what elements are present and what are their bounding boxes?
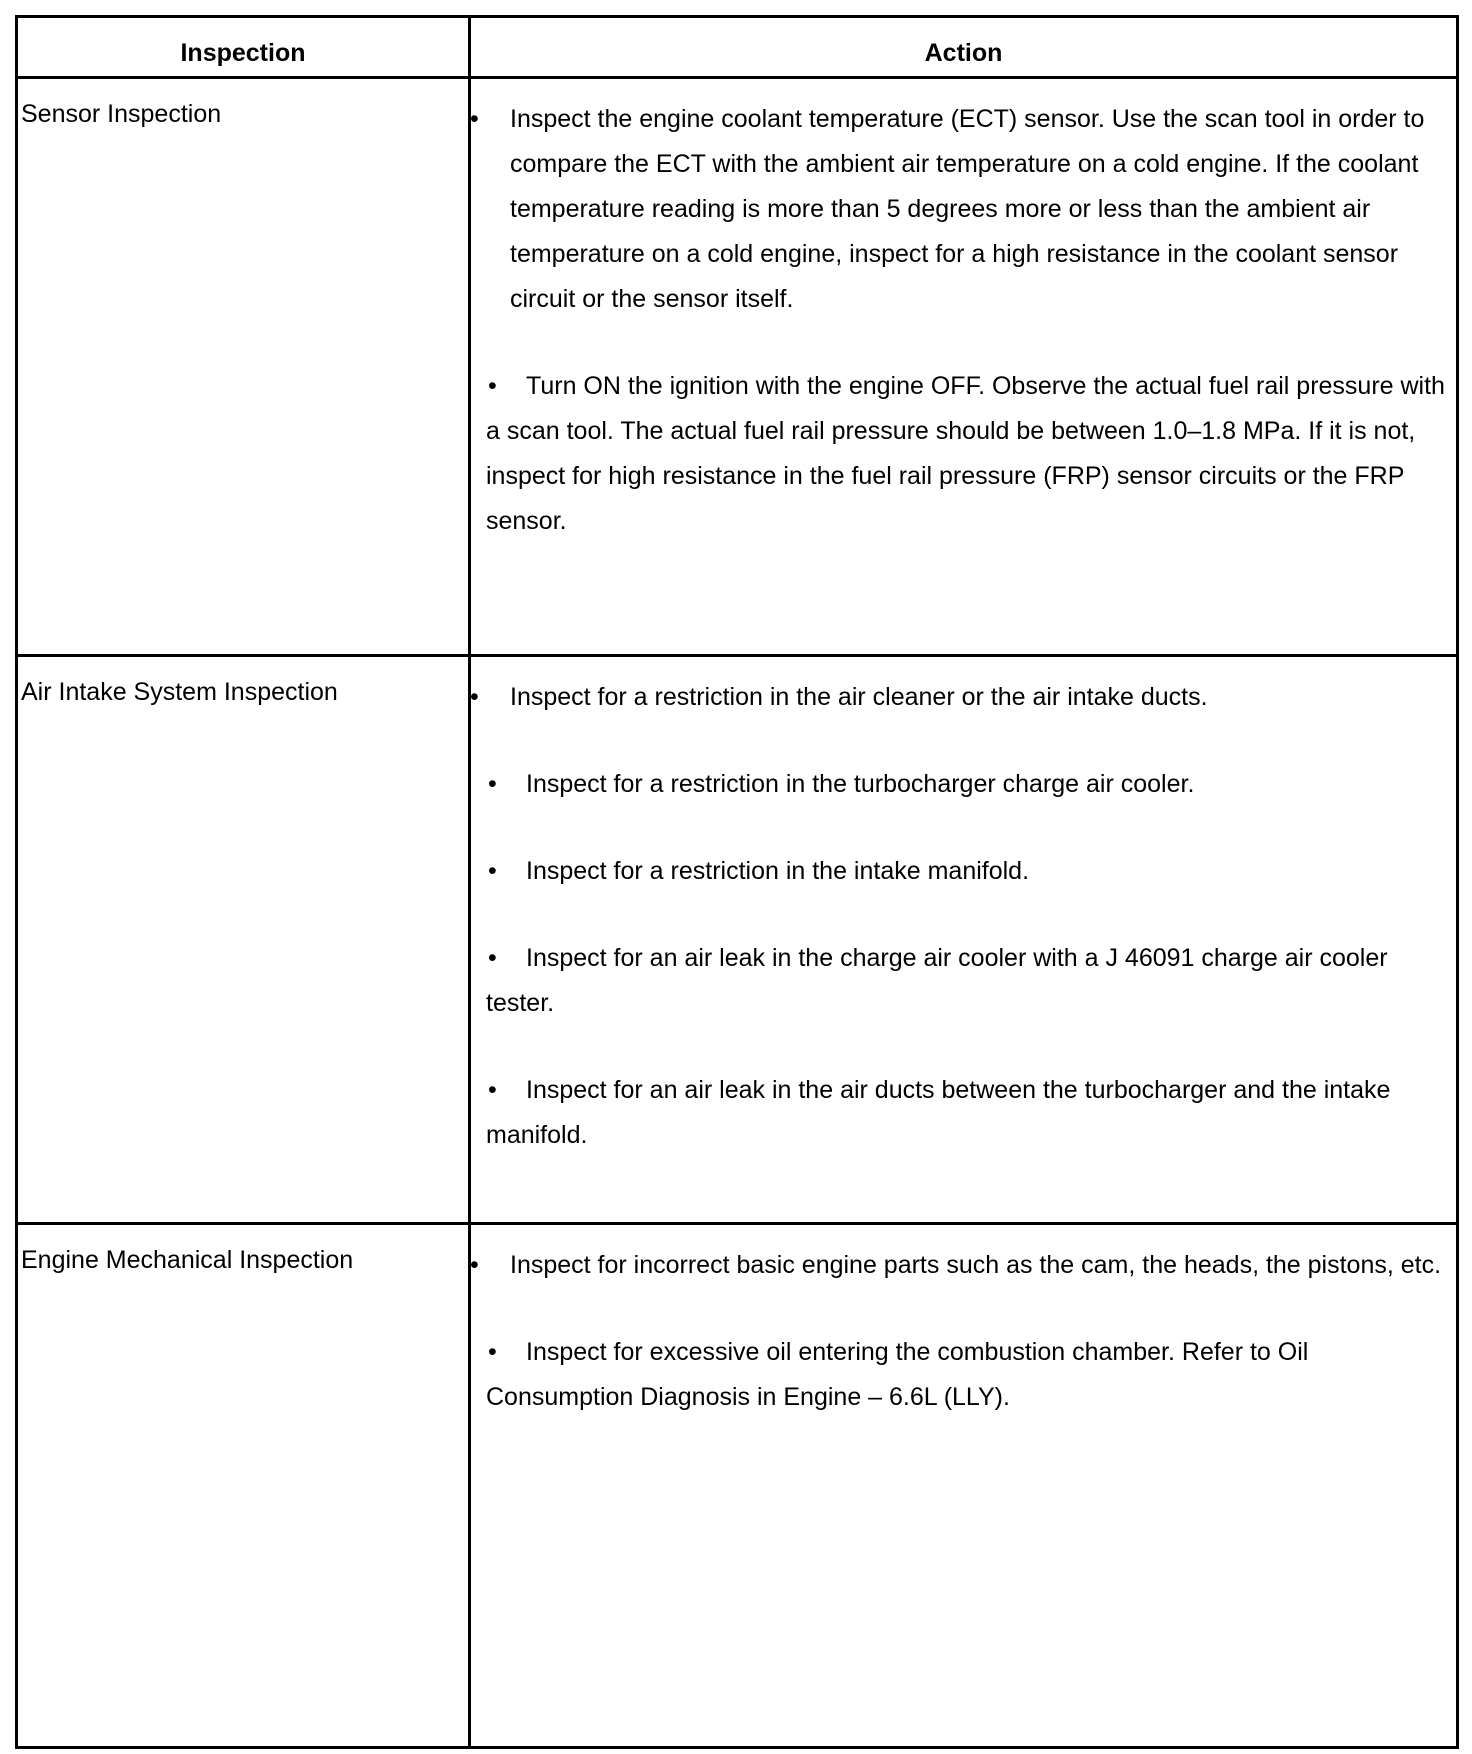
action-text: Inspect for a restriction in the air cleaner or the air intake ducts. — [510, 683, 1208, 711]
action-list — [470, 1243, 1454, 1462]
action-list — [470, 97, 1454, 586]
action-text: Inspect for a restriction in the intake manifold. — [526, 857, 1030, 885]
bullet-glyph: • — [488, 857, 497, 885]
action-text: Inspect for an air leak in the charge air cooler with a J 46091 charge air cooler tester. — [486, 944, 1388, 1017]
action-text: Inspect for an air leak in the air ducts between the turbocharger and the intake manifold. — [486, 1076, 1391, 1149]
action-text: Turn ON the ignition with the engine OFF. Observe the actual fuel rail pressure with a scan tool. The actual fuel rail pressure should be between 1.0–1.8 MPa. If it is not, inspect for high resistance in the fuel rail pressure (FRP) sensor circuits or the FRP sensor. — [486, 372, 1445, 535]
bullet-glyph: • — [470, 1251, 479, 1279]
list-item — [470, 936, 1454, 1026]
list-item — [470, 364, 1454, 544]
table-row — [18, 79, 1456, 655]
inspection-label: Sensor Inspection — [21, 100, 222, 128]
inspection-label: Air Intake System Inspection — [21, 678, 338, 706]
list-item — [470, 1330, 1454, 1420]
list-item — [470, 849, 1454, 894]
action-text: Inspect for incorrect basic engine parts such as the cam, the heads, the pistons, etc. — [510, 1251, 1442, 1279]
list-item — [470, 97, 1454, 322]
bullet-glyph: • — [488, 944, 497, 972]
inspection-table — [15, 15, 1459, 1749]
action-list — [470, 675, 1454, 1200]
list-item — [470, 762, 1454, 807]
bullet-glyph: • — [488, 372, 497, 400]
list-item — [470, 1068, 1454, 1158]
header-inspection: Inspection — [180, 38, 306, 67]
list-item — [470, 675, 1454, 720]
bullet-glyph: • — [488, 770, 497, 798]
bullet-glyph: • — [470, 683, 479, 711]
action-text: Inspect for excessive oil entering the combustion chamber. Refer to Oil Consumption Diagnosis in Engine – 6.6L (LLY). — [486, 1338, 1309, 1411]
bullet-glyph: • — [488, 1338, 497, 1366]
inspection-label: Engine Mechanical Inspection — [21, 1246, 354, 1274]
header-action: Action — [924, 38, 1003, 67]
action-text: Inspect the engine coolant temperature (ECT) sensor. Use the scan tool in order to compare the ECT with the ambient air temperature on a cold engine. If the coolant temperature reading is more than 5 degrees more or less than the ambient air temperature on a cold engine, inspect for a high resistance in the coolant sensor circuit or the sensor itself. — [510, 105, 1425, 313]
action-text: Inspect for a restriction in the turbocharger charge air cooler. — [526, 770, 1195, 798]
bullet-glyph: • — [470, 105, 479, 133]
list-item — [470, 1243, 1454, 1288]
table-row — [18, 657, 1456, 1223]
table-row — [18, 1225, 1456, 1746]
bullet-glyph: • — [488, 1076, 497, 1104]
